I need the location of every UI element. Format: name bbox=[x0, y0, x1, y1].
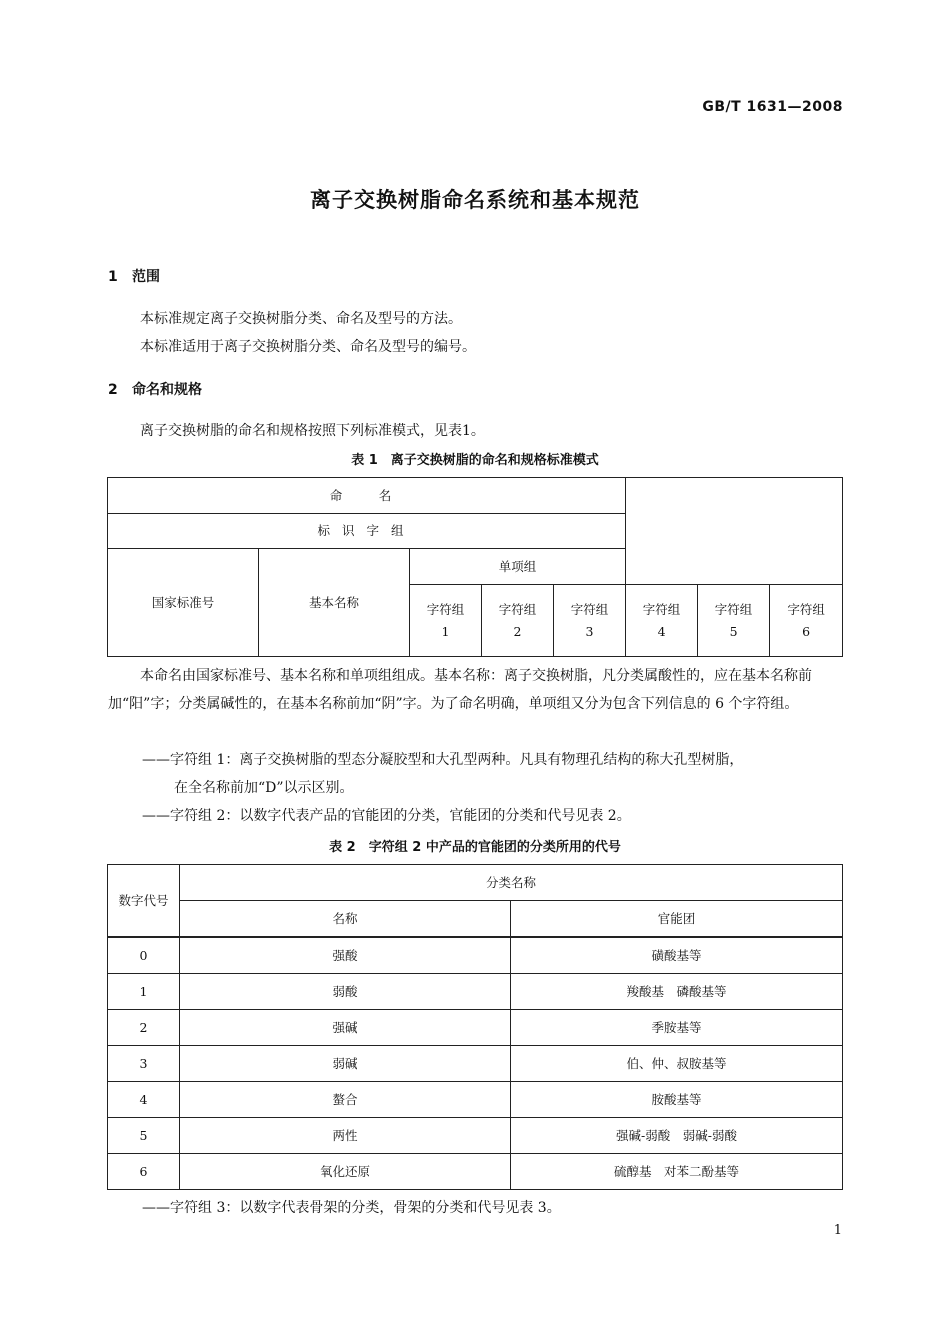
identifier-group-cell: 标识字组 bbox=[108, 514, 626, 549]
functional-group-cell: 伯、仲、叔胺基等 bbox=[511, 1046, 843, 1082]
char-group-number: 6 bbox=[802, 623, 811, 639]
section-1-title: 范围 bbox=[132, 269, 160, 285]
char-group-4-cell bbox=[626, 585, 698, 657]
section-1-paragraph-2: 本标准适用于离子交换树脂分类、命名及型号的编号。 bbox=[140, 339, 476, 355]
functional-group-cell: 磺酸基等 bbox=[511, 937, 843, 974]
char-group-number: 5 bbox=[729, 623, 738, 639]
code-cell: 4 bbox=[108, 1082, 180, 1118]
name-cell: 强酸 bbox=[180, 937, 511, 974]
section-1-paragraph-1: 本标准规定离子交换树脂分类、命名及型号的方法。 bbox=[140, 311, 462, 327]
section-2-intro: 离子交换树脂的命名和规格按照下列标准模式，见表1。 bbox=[140, 423, 485, 439]
name-cell: 两性 bbox=[180, 1118, 511, 1154]
char-group-label: 字符组 bbox=[498, 601, 537, 617]
table-row bbox=[108, 1010, 843, 1046]
char-group-label: 字符组 bbox=[426, 601, 465, 617]
char-group-label: 字符组 bbox=[642, 601, 681, 617]
char-group-2-cell bbox=[482, 585, 554, 657]
char-group-number: 4 bbox=[657, 623, 666, 639]
functional-group-cell: 硫醇基 对苯二酚基等 bbox=[511, 1154, 843, 1190]
section-2-number: 2 bbox=[108, 382, 118, 398]
section-1-number: 1 bbox=[108, 269, 118, 285]
char-group-number: 3 bbox=[585, 623, 594, 639]
blank-cell bbox=[626, 478, 843, 585]
char-group-5-cell bbox=[698, 585, 770, 657]
name-cell: 螯合 bbox=[180, 1082, 511, 1118]
name-cell: 弱酸 bbox=[180, 974, 511, 1010]
code-cell: 1 bbox=[108, 974, 180, 1010]
char-group-number: 1 bbox=[441, 623, 450, 639]
class-name-header: 分类名称 bbox=[180, 865, 843, 901]
table-row bbox=[108, 1154, 843, 1190]
char-group-3-description: ——字符组 3：以数字代表骨架的分类，骨架的分类和代号见表 3。 bbox=[142, 1200, 561, 1216]
name-cell: 氧化还原 bbox=[180, 1154, 511, 1190]
single-group-cell: 单项组 bbox=[410, 549, 626, 585]
char-group-6-cell bbox=[770, 585, 843, 657]
table-1 bbox=[107, 477, 843, 657]
code-cell: 2 bbox=[108, 1010, 180, 1046]
naming-explanation: 本命名由国家标准号、基本名称和单项组组成。基本名称：离子交换树脂，凡分类属酸性的，应在基本名称前加“阳”字；分类属碱性的，在基本名称前加“阴”字。为了命名明确，单项组又分为包含下列信息的 6 个字符组。 bbox=[108, 668, 812, 712]
standard-code: GB/T 1631—2008 bbox=[702, 99, 843, 115]
name-header: 名称 bbox=[180, 901, 511, 938]
table-2 bbox=[107, 864, 843, 1190]
char-group-number: 2 bbox=[513, 623, 522, 639]
code-cell: 0 bbox=[108, 937, 180, 974]
char-group-label: 字符组 bbox=[787, 601, 825, 617]
table-row bbox=[108, 974, 843, 1010]
functional-group-cell: 胺酸基等 bbox=[511, 1082, 843, 1118]
basic-name-cell: 基本名称 bbox=[259, 549, 410, 657]
table-2-caption: 表 2 字符组 2 中产品的官能团的分类所用的代号 bbox=[329, 840, 621, 855]
char-group-label: 字符组 bbox=[714, 601, 753, 617]
page-number: 1 bbox=[833, 1223, 842, 1238]
code-cell: 3 bbox=[108, 1046, 180, 1082]
national-standard-cell: 国家标准号 bbox=[108, 549, 259, 657]
char-group-1-text-continued: 在全名称前加“D”以示区别。 bbox=[174, 780, 354, 796]
code-cell: 5 bbox=[108, 1118, 180, 1154]
section-2-title: 命名和规格 bbox=[132, 382, 202, 398]
char-group-label: 字符组 bbox=[570, 601, 609, 617]
table-row bbox=[108, 1082, 843, 1118]
table-1-caption: 表 1 离子交换树脂的命名和规格标准模式 bbox=[351, 453, 599, 468]
functional-group-cell: 强碱-弱酸 弱碱-弱酸 bbox=[511, 1118, 843, 1154]
section-2-heading bbox=[108, 379, 202, 399]
document-title: 离子交换树脂命名系统和基本规范 bbox=[310, 188, 640, 212]
char-group-1-text: ——字符组 1：离子交换树脂的型态分凝胶型和大孔型两种。凡具有物理孔结构的称大孔型树脂， bbox=[142, 752, 744, 768]
char-group-1-description bbox=[142, 746, 842, 802]
code-cell: 6 bbox=[108, 1154, 180, 1190]
table-row bbox=[108, 1046, 843, 1082]
functional-group-cell: 羧酸基 磷酸基等 bbox=[511, 974, 843, 1010]
naming-cell: 命 名 bbox=[108, 478, 626, 514]
table-row bbox=[108, 1118, 843, 1154]
section-1-heading bbox=[108, 266, 160, 286]
functional-group-header: 官能团 bbox=[511, 901, 843, 938]
code-header: 数字代号 bbox=[108, 865, 180, 938]
char-group-3-cell bbox=[554, 585, 626, 657]
char-group-1-cell bbox=[410, 585, 482, 657]
name-cell: 强碱 bbox=[180, 1010, 511, 1046]
table-row bbox=[108, 937, 843, 974]
char-group-2-description: ——字符组 2：以数字代表产品的官能团的分类，官能团的分类和代号见表 2。 bbox=[142, 808, 631, 824]
functional-group-cell: 季胺基等 bbox=[511, 1010, 843, 1046]
name-cell: 弱碱 bbox=[180, 1046, 511, 1082]
